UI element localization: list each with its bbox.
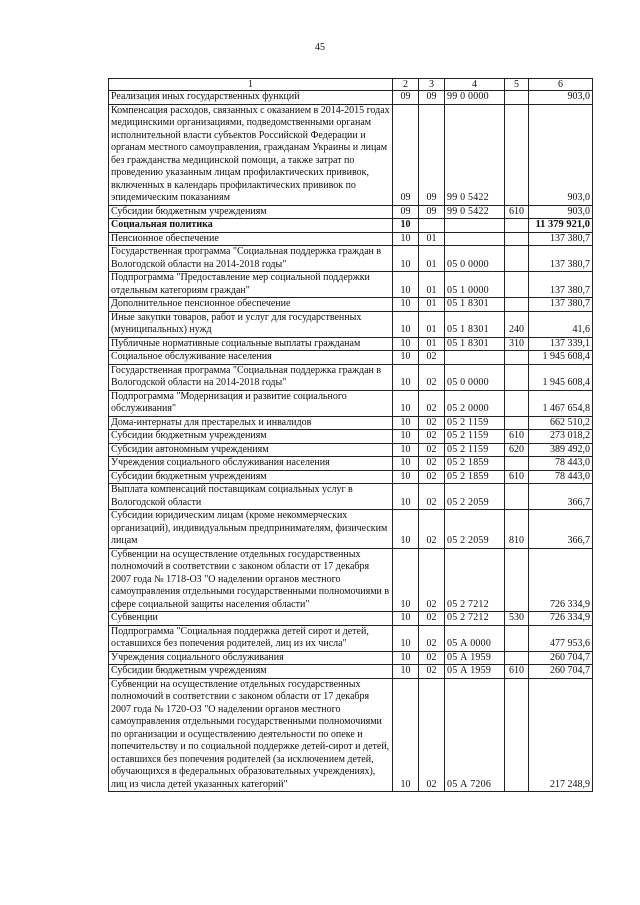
row-target-article-cell — [445, 219, 505, 233]
row-subsection-cell: 02 — [419, 665, 445, 679]
row-section-cell: 10 — [393, 219, 419, 233]
row-subsection-cell: 02 — [419, 625, 445, 651]
row-expense-type-cell: 610 — [505, 430, 529, 444]
row-target-article-cell: 05 А 7206 — [445, 678, 505, 792]
table-row — [109, 678, 593, 792]
row-amount-cell: 11 379 921,0 — [529, 219, 593, 233]
row-name-cell: Субсидии автономным учреждениям — [109, 443, 393, 457]
row-target-article-cell: 05 2 1159 — [445, 416, 505, 430]
row-section-cell: 10 — [393, 470, 419, 484]
row-section-cell: 10 — [393, 272, 419, 298]
row-target-article-cell: 05 1 0000 — [445, 272, 505, 298]
row-amount-cell: 260 704,7 — [529, 665, 593, 679]
row-expense-type-cell — [505, 232, 529, 246]
row-expense-type-cell: 310 — [505, 337, 529, 351]
row-target-article-cell: 05 2 1159 — [445, 443, 505, 457]
header-cell-expense-type: 5 — [505, 79, 529, 91]
row-section-cell: 09 — [393, 205, 419, 219]
row-name-cell: Учреждения социального обслуживания — [109, 651, 393, 665]
table-row — [109, 612, 593, 626]
row-section-cell: 10 — [393, 678, 419, 792]
row-subsection-cell: 02 — [419, 390, 445, 416]
row-section-cell: 10 — [393, 364, 419, 390]
table-row — [109, 219, 593, 233]
table-row — [109, 548, 593, 612]
row-expense-type-cell: 610 — [505, 665, 529, 679]
row-name-cell: Субвенции — [109, 612, 393, 626]
row-name-cell: Пенсионное обеспечение — [109, 232, 393, 246]
table-row — [109, 390, 593, 416]
row-subsection-cell: 02 — [419, 443, 445, 457]
header-cell-target-article: 4 — [445, 79, 505, 91]
row-section-cell: 09 — [393, 91, 419, 105]
row-section-cell: 10 — [393, 457, 419, 471]
table-header-row — [109, 79, 593, 91]
row-expense-type-cell — [505, 364, 529, 390]
row-name-cell: Субвенции на осуществление отдельных государственных полномочий в соответствии с законом области от 17 декабря 2007 года № 1720-ОЗ "О наделении органов местного самоуправления отдельными государственными полномочиями по организации и осуществлению деятельности по опеке и попечительству и по социальной поддержке детей-сирот и детей, оставшихся без попечения родителей (за исключением детей, обучающихся в федеральных образовательных учреждениях), лиц из числа детей указанных категорий" — [109, 678, 393, 792]
row-section-cell: 10 — [393, 484, 419, 510]
row-subsection-cell: 01 — [419, 232, 445, 246]
table-row — [109, 91, 593, 105]
row-expense-type-cell — [505, 548, 529, 612]
table-row — [109, 351, 593, 365]
row-name-cell: Субсидии бюджетным учреждениям — [109, 205, 393, 219]
row-expense-type-cell — [505, 457, 529, 471]
row-expense-type-cell: 610 — [505, 470, 529, 484]
table-row — [109, 272, 593, 298]
table-row — [109, 104, 593, 205]
row-expense-type-cell — [505, 246, 529, 272]
header-cell-amount: 6 — [529, 79, 593, 91]
row-subsection-cell: 02 — [419, 457, 445, 471]
row-target-article-cell: 05 0 0000 — [445, 246, 505, 272]
row-name-cell: Выплата компенсаций поставщикам социальных услуг в Вологодской области — [109, 484, 393, 510]
row-name-cell: Субвенции на осуществление отдельных государственных полномочий в соответствии с законом области от 17 декабря 2007 года № 1718-ОЗ "О наделении органов местного самоуправления отдельными государственными полномочиями в сфере социальной защиты населения области" — [109, 548, 393, 612]
row-target-article-cell: 05 1 8301 — [445, 311, 505, 337]
row-expense-type-cell — [505, 104, 529, 205]
row-expense-type-cell — [505, 272, 529, 298]
row-amount-cell: 137 380,7 — [529, 272, 593, 298]
row-amount-cell: 726 334,9 — [529, 612, 593, 626]
row-subsection-cell: 02 — [419, 612, 445, 626]
row-name-cell: Субсидии бюджетным учреждениям — [109, 470, 393, 484]
row-subsection-cell: 02 — [419, 651, 445, 665]
row-name-cell: Компенсация расходов, связанных с оказанием в 2014-2015 годах медицинскими организациями, подведомственными органам исполнительной власти субъектов Российской Федерации и органам местного самоуправления, гражданам Украины и лицам без гражданства медицинской помощи, а также затрат по проведению указанным лицам профилактических прививок, включенных в календарь профилактических прививок по эпидемическим показаниям — [109, 104, 393, 205]
row-section-cell: 10 — [393, 510, 419, 549]
row-amount-cell: 137 380,7 — [529, 298, 593, 312]
row-amount-cell: 1 945 608,4 — [529, 351, 593, 365]
row-expense-type-cell — [505, 484, 529, 510]
row-subsection-cell: 02 — [419, 364, 445, 390]
row-amount-cell: 273 018,2 — [529, 430, 593, 444]
row-target-article-cell: 05 2 0000 — [445, 390, 505, 416]
header-cell-section: 2 — [393, 79, 419, 91]
header-cell-name: 1 — [109, 79, 393, 91]
row-expense-type-cell: 240 — [505, 311, 529, 337]
row-amount-cell: 78 443,0 — [529, 470, 593, 484]
table-row — [109, 205, 593, 219]
row-amount-cell: 662 510,2 — [529, 416, 593, 430]
row-subsection-cell — [419, 219, 445, 233]
row-amount-cell: 903,0 — [529, 205, 593, 219]
row-subsection-cell: 02 — [419, 351, 445, 365]
row-amount-cell: 260 704,7 — [529, 651, 593, 665]
row-name-cell: Учреждения социального обслуживания населения — [109, 457, 393, 471]
table-row — [109, 337, 593, 351]
row-amount-cell: 137 339,1 — [529, 337, 593, 351]
row-amount-cell: 366,7 — [529, 484, 593, 510]
row-expense-type-cell: 530 — [505, 612, 529, 626]
table-row — [109, 364, 593, 390]
header-cell-subsection: 3 — [419, 79, 445, 91]
row-section-cell: 10 — [393, 351, 419, 365]
row-amount-cell: 477 953,6 — [529, 625, 593, 651]
table-row — [109, 430, 593, 444]
row-amount-cell: 137 380,7 — [529, 246, 593, 272]
row-subsection-cell: 02 — [419, 416, 445, 430]
table-row — [109, 311, 593, 337]
row-section-cell: 10 — [393, 232, 419, 246]
row-target-article-cell: 05 2 2059 — [445, 484, 505, 510]
row-subsection-cell: 09 — [419, 104, 445, 205]
row-amount-cell: 389 492,0 — [529, 443, 593, 457]
row-name-cell: Иные закупки товаров, работ и услуг для государственных (муниципальных) нужд — [109, 311, 393, 337]
row-section-cell: 10 — [393, 246, 419, 272]
row-subsection-cell: 01 — [419, 337, 445, 351]
row-subsection-cell: 02 — [419, 678, 445, 792]
row-subsection-cell: 01 — [419, 298, 445, 312]
row-name-cell: Социальная политика — [109, 219, 393, 233]
row-section-cell: 10 — [393, 390, 419, 416]
row-name-cell: Подпрограмма "Социальная поддержка детей сирот и детей, оставшихся без попечения родителей, лиц из их числа" — [109, 625, 393, 651]
row-amount-cell: 366,7 — [529, 510, 593, 549]
row-expense-type-cell — [505, 298, 529, 312]
table-row — [109, 298, 593, 312]
table-row — [109, 416, 593, 430]
table-row — [109, 457, 593, 471]
row-subsection-cell: 01 — [419, 311, 445, 337]
row-name-cell: Дома-интернаты для престарелых и инвалидов — [109, 416, 393, 430]
row-expense-type-cell — [505, 678, 529, 792]
row-name-cell: Субсидии бюджетным учреждениям — [109, 430, 393, 444]
row-target-article-cell: 05 2 7212 — [445, 548, 505, 612]
row-amount-cell: 78 443,0 — [529, 457, 593, 471]
row-expense-type-cell — [505, 625, 529, 651]
table-row — [109, 443, 593, 457]
row-subsection-cell: 01 — [419, 272, 445, 298]
row-section-cell: 10 — [393, 337, 419, 351]
row-expense-type-cell — [505, 390, 529, 416]
row-target-article-cell: 99 0 5422 — [445, 205, 505, 219]
table-row — [109, 246, 593, 272]
row-name-cell: Дополнительное пенсионное обеспечение — [109, 298, 393, 312]
row-section-cell: 09 — [393, 104, 419, 205]
row-expense-type-cell — [505, 416, 529, 430]
row-name-cell: Подпрограмма "Модернизация и развитие социального обслуживания" — [109, 390, 393, 416]
row-amount-cell: 217 248,9 — [529, 678, 593, 792]
budget-table-body — [109, 79, 593, 792]
row-name-cell: Субсидии юридическим лицам (кроме некоммерческих организаций), индивидуальным предпринимателям, физическим лицам — [109, 510, 393, 549]
row-target-article-cell: 99 0 0000 — [445, 91, 505, 105]
row-subsection-cell: 02 — [419, 484, 445, 510]
row-amount-cell: 1 945 608,4 — [529, 364, 593, 390]
row-subsection-cell: 09 — [419, 205, 445, 219]
table-row — [109, 470, 593, 484]
row-amount-cell: 726 334,9 — [529, 548, 593, 612]
row-target-article-cell: 05 0 0000 — [445, 364, 505, 390]
page-number: 45 — [315, 42, 325, 53]
row-target-article-cell: 05 2 1859 — [445, 470, 505, 484]
row-target-article-cell: 99 0 5422 — [445, 104, 505, 205]
row-target-article-cell — [445, 351, 505, 365]
row-name-cell: Государственная программа "Социальная поддержка граждан в Вологодской области на 2014-2018 годы" — [109, 364, 393, 390]
row-target-article-cell: 05 2 7212 — [445, 612, 505, 626]
row-target-article-cell: 05 2 2059 — [445, 510, 505, 549]
table-row — [109, 484, 593, 510]
row-name-cell: Государственная программа "Социальная поддержка граждан в Вологодской области на 2014-2018 годы" — [109, 246, 393, 272]
budget-table — [108, 78, 593, 792]
row-subsection-cell: 01 — [419, 246, 445, 272]
row-expense-type-cell: 810 — [505, 510, 529, 549]
row-name-cell: Социальное обслуживание населения — [109, 351, 393, 365]
row-subsection-cell: 02 — [419, 548, 445, 612]
row-name-cell: Субсидии бюджетным учреждениям — [109, 665, 393, 679]
row-expense-type-cell: 610 — [505, 205, 529, 219]
row-subsection-cell: 02 — [419, 470, 445, 484]
row-section-cell: 10 — [393, 430, 419, 444]
row-section-cell: 10 — [393, 612, 419, 626]
row-expense-type-cell — [505, 351, 529, 365]
row-subsection-cell: 02 — [419, 510, 445, 549]
row-section-cell: 10 — [393, 416, 419, 430]
row-expense-type-cell — [505, 219, 529, 233]
row-target-article-cell: 05 1 8301 — [445, 298, 505, 312]
row-section-cell: 10 — [393, 298, 419, 312]
table-row — [109, 651, 593, 665]
row-section-cell: 10 — [393, 548, 419, 612]
row-section-cell: 10 — [393, 665, 419, 679]
row-section-cell: 10 — [393, 311, 419, 337]
row-section-cell: 10 — [393, 443, 419, 457]
row-amount-cell: 1 467 654,8 — [529, 390, 593, 416]
row-target-article-cell — [445, 232, 505, 246]
row-target-article-cell: 05 А 0000 — [445, 625, 505, 651]
row-name-cell: Реализация иных государственных функций — [109, 91, 393, 105]
row-subsection-cell: 02 — [419, 430, 445, 444]
row-amount-cell: 41,6 — [529, 311, 593, 337]
row-section-cell: 10 — [393, 625, 419, 651]
row-amount-cell: 137 380,7 — [529, 232, 593, 246]
table-row — [109, 665, 593, 679]
row-section-cell: 10 — [393, 651, 419, 665]
row-target-article-cell: 05 А 1959 — [445, 651, 505, 665]
row-amount-cell: 903,0 — [529, 91, 593, 105]
row-subsection-cell: 09 — [419, 91, 445, 105]
table-row — [109, 510, 593, 549]
row-expense-type-cell — [505, 91, 529, 105]
row-target-article-cell: 05 1 8301 — [445, 337, 505, 351]
row-expense-type-cell: 620 — [505, 443, 529, 457]
row-name-cell: Подпрограмма "Предоставление мер социальной поддержки отдельным категориям граждан" — [109, 272, 393, 298]
row-target-article-cell: 05 2 1859 — [445, 457, 505, 471]
table-row — [109, 625, 593, 651]
row-name-cell: Публичные нормативные социальные выплаты гражданам — [109, 337, 393, 351]
table-row — [109, 232, 593, 246]
row-expense-type-cell — [505, 651, 529, 665]
row-amount-cell: 903,0 — [529, 104, 593, 205]
row-target-article-cell: 05 А 1959 — [445, 665, 505, 679]
row-target-article-cell: 05 2 1159 — [445, 430, 505, 444]
